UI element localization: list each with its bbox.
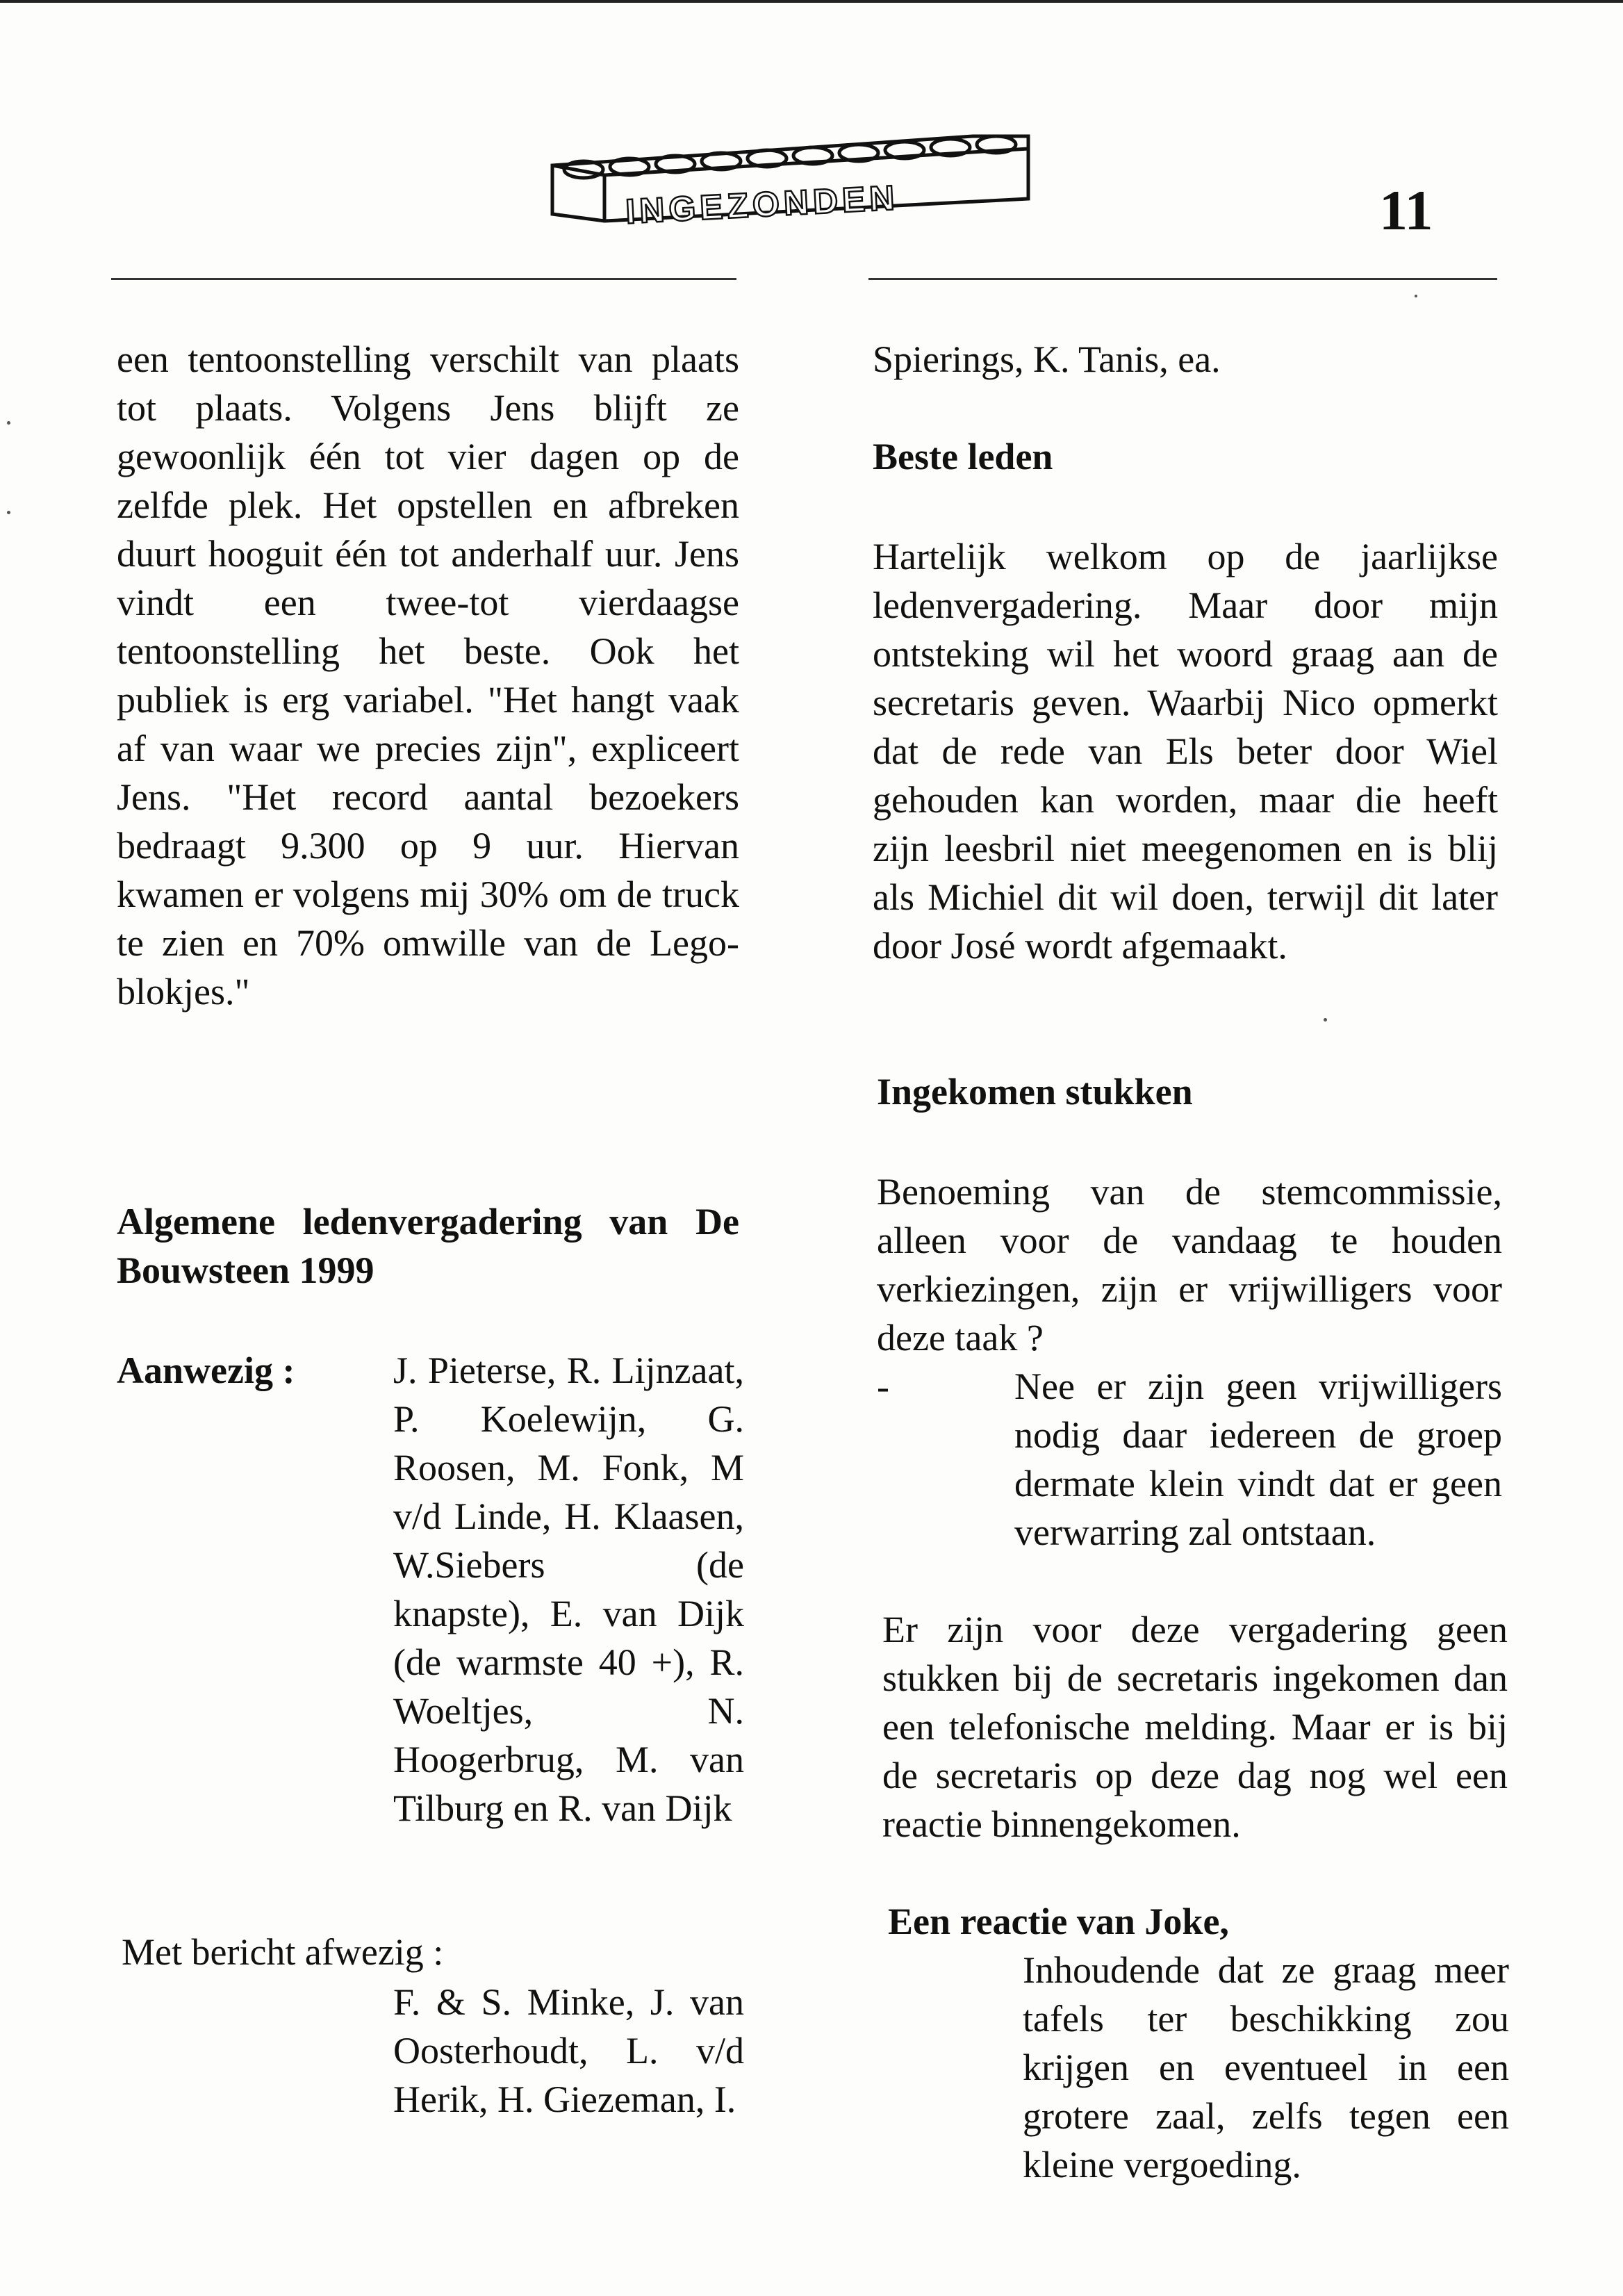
present-names: J. Pieterse, R. Lijnzaat, P. Koelewijn, G. Roosen, M. Fonk, M v/d Linde, H. Klaasen, W.Siebers (de knapste), E. van Dijk (de warmste 40 +), R. Woeltjes, N. Hoogerbrug, M. van Tilburg en R. van Dijk — [393, 1350, 744, 1829]
logo-label: INGEZONDEN — [625, 178, 900, 231]
exhibition-paragraph: een tentoonstelling verschilt van plaats tot plaats. Volgens Jens blijft ze gewoonlijk één tot vier dagen op de zelfde plek. Het opstellen en afbreken duurt hooguit één tot anderhalf uur. Jens vindt een twee-tot vierdaagse tentoonstelling het beste. Ook het publiek is erg variabel. "Het hangt vaak af van waar we precies zijn", expliceert Jens. "Het record aantal bezoekers bedraagt 9.300 op 9 uur. Hiervan kwamen er volgens mij 30% om de truck te zien en 70% omwille van de Lego-blokjes." — [117, 338, 739, 1012]
joke-heading: Een reactie van Joke, — [888, 1901, 1229, 1942]
scan-speck — [1415, 295, 1417, 297]
documents-paragraph: Er zijn voor deze vergadering geen stukken bij de secretaris ingekomen dan een telefonische melding. Maar er is bij de secretaris op deze dag nog wel een reactie binnengekomen. — [882, 1609, 1508, 1845]
present-label: Aanwezig : — [117, 1350, 295, 1391]
absent-label: Met bericht afwezig : — [122, 1931, 444, 1973]
right-continuation: Spierings, K. Tanis, ea. — [873, 338, 1221, 380]
dash-bullet: - — [877, 1366, 889, 1407]
absent-names: F. & S. Minke, J. van Oosterhoudt, L. v/d Herik, H. Giezeman, I. — [393, 1981, 744, 2120]
ingezonden-logo — [542, 117, 1035, 256]
meeting-section — [117, 1197, 739, 1295]
beste-leden-heading: Beste leden — [873, 436, 1053, 477]
welcome-paragraph: Hartelijk welkom op de jaarlijkse ledenvergadering. Maar door mijn ontsteking wil het woord graag aan de secretaris geven. Waarbij Nico opmerkt dat de rede van Els beter door Wiel gehouden kan worden, maar die heeft zijn leesbril niet meegenomen en is blij als Michiel dit wil doen, terwijl dit later door José wordt afgemaakt. — [873, 536, 1498, 967]
left-column — [117, 335, 739, 1016]
joke-paragraph: Inhoudende dat ze graag meer tafels ter beschikking zou krijgen en eventueel in een grotere zaal, zelfs tegen een kleine vergoeding. — [1023, 1949, 1509, 2186]
ingekomen-heading: Ingekomen stukken — [877, 1071, 1193, 1113]
column-divider-right — [868, 278, 1497, 280]
scan-speck — [1324, 1018, 1327, 1022]
dash-item: Nee er zijn geen vrijwilligers nodig daar iedereen de groep dermate klein vindt dat er geen verwarring zal ontstaan. — [1014, 1366, 1502, 1553]
brick-stud-icon — [564, 136, 1016, 178]
column-divider-left — [111, 278, 736, 280]
committee-paragraph: Benoeming van de stemcommissie, alleen voor de vandaag te houden verkiezingen, zijn er vrijwilligers voor deze taak ? — [877, 1171, 1502, 1359]
meeting-heading: Algemene ledenvergadering van De Bouwsteen 1999 — [117, 1201, 739, 1291]
top-border — [0, 0, 1623, 3]
scan-speck — [7, 511, 10, 514]
page-number: 11 — [1379, 179, 1433, 242]
scan-speck — [7, 421, 10, 425]
